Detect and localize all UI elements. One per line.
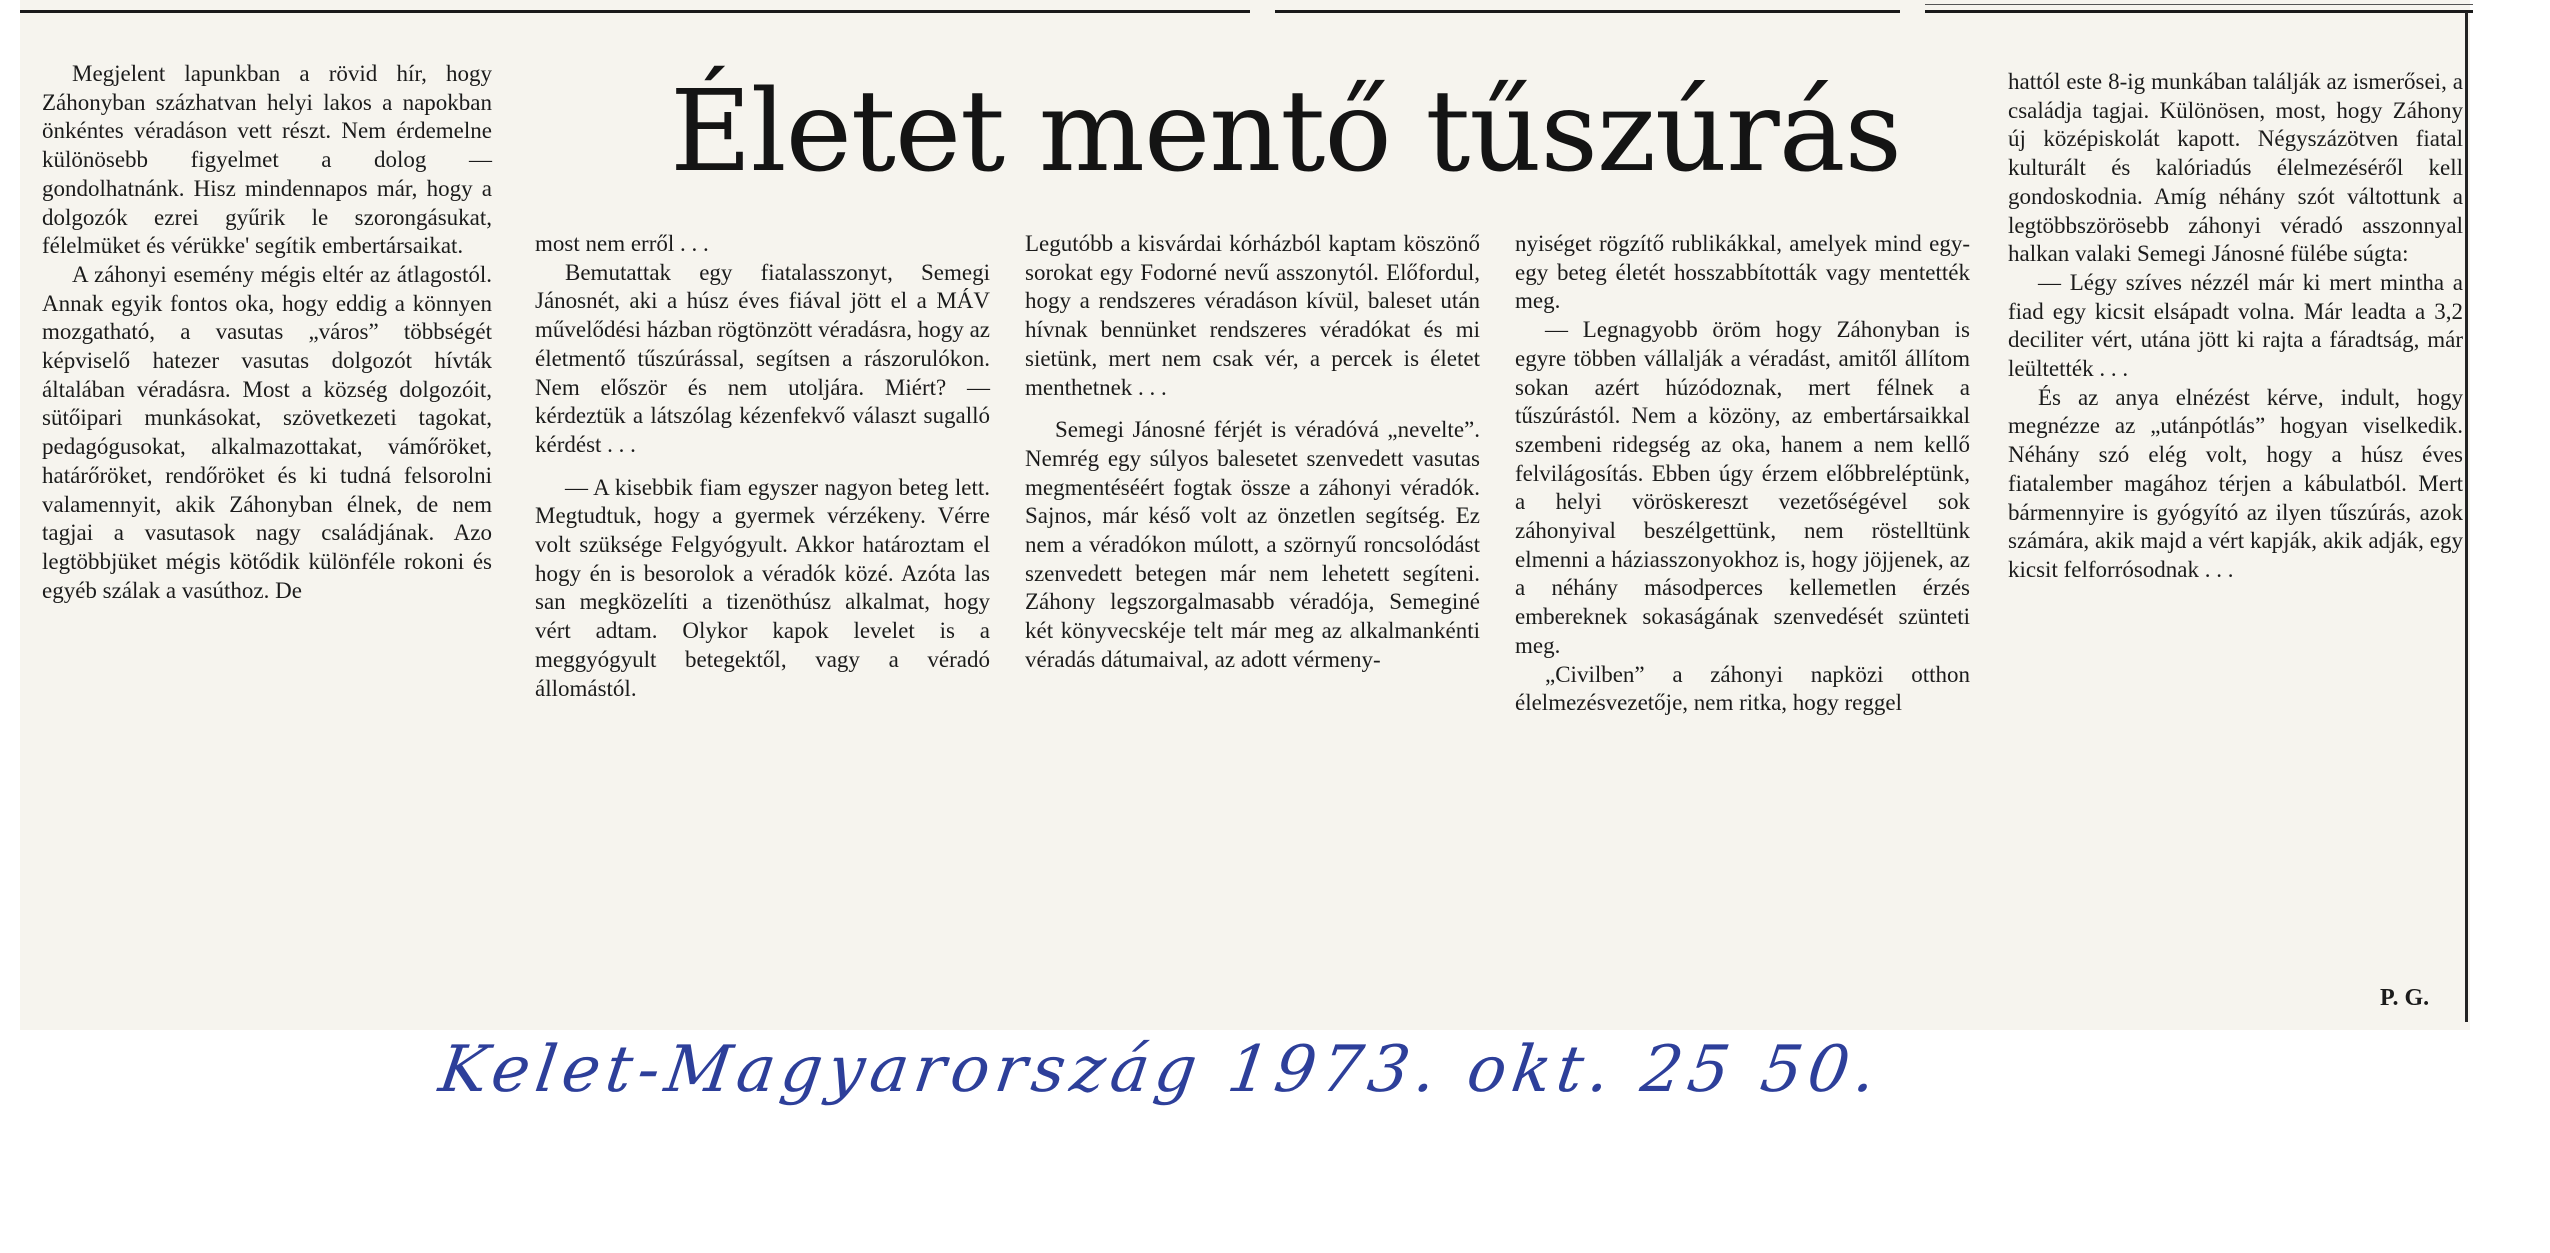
article-paragraph: most nem erről . . . <box>535 231 709 256</box>
article-paragraph: — Légy szíves nézzél már ki mert mintha a fiad egy kicsit elsápadt volna. Már leadta a 3,2 deciliter vért, utána jött ki rajta a fáradtság, már leültették . . . <box>2008 269 2463 382</box>
article-paragraph: Legutóbb a kisvárdai kórházból kaptam köszönő sorokat egy Fodorné nevű asszonytól. Előfordul, hogy a rendszeres véradáson kívül, baleset után hívnak bennünket rendszeres véradókat és mi sietünk, mert nem csak vér, a percek is életet menthetnek . . . <box>1025 231 1480 400</box>
article-paragraph: hattól este 8-ig munkában találják az ismerősei, a családja tagjai. Különösen, most, hogy Záhony új középiskolát kapott. Négyszázötven fiatal kulturált és kalóriadús élelmezéséről kell gondoskodnia. Amíg néhány szót váltottunk a legtöbbszörösebb záhonyi véradó asszonnyal halkan valaki Semegi Jánosné fülébe súgta: <box>2008 69 2463 267</box>
article-byline: P. G. <box>2380 985 2430 1011</box>
article-column-3 <box>1025 230 1480 675</box>
article-paragraph: — Legnagyobb öröm hogy Záhonyban is egyre többen vállalják a véradást, amitől állítom sokan azért húzódoznak, mert félnek a tűszúrástól. Nem a közöny, az embertársaikkal szembeni ridegség az oka, hanem a nem kellő felvilágosítás. Ebben úgy érzem előbbreléptünk, a helyi vöröskereszt vezetőségével sok záhonyival beszélgettünk, nem röstelltünk elmenni a háziasszonyokhoz is, hogy jöjjenek, az a néhány másodperces kellemetlen érzés embereknek sokaságának szenvedését szünteti meg. <box>1515 317 1970 658</box>
top-rule <box>20 10 1250 13</box>
article-paragraph: — A kisebbik fiam egyszer nagyon beteg lett. Megtudtuk, hogy a gyermek vérzékeny. Vérre volt szüksége Felgyógyult. Akkor határoztam el hogy én is besorolok a véradók közé. Azóta las san megközelíti a tizenöthúsz alkalmat, hogy vért adtam. Olykor kapok levelet is a meggyógyult betegektől, vagy a véradó állomástól. <box>535 474 990 701</box>
article-column-4 <box>1515 230 1970 718</box>
article-paragraph: És az anya elnézést kérve, indult, hogy megnézze az „utánpótlás” hogyan viselkedik. Néhány szó elég volt, hogy a húsz éves fiatalember magához térjen a kábulatból. Mert bármennyire is gyógyító az ilyen tűszúrás, azok számára, akik majd a vért kapják, akik adják, egy kicsit felforrósodnak . . . <box>2008 384 2463 582</box>
article-paragraph: Megjelent lapunkban a rövid hír, hogy Záhonyban százhatvan helyi lakos a napokban önkéntes véradáson vett részt. Nem érdemelne különösebb figyelmet a dolog — gondolhatnánk. Hisz mindennapos már, hogy a dolgozók ezrei gyűrik le szorongásukat, félelmüket és vérükke' segítik embertársaikat. <box>42 61 492 259</box>
handwritten-source-note: Kelet-Magyarország 1973. okt. 25 50. <box>434 1033 1887 1107</box>
article-paragraph: A záhonyi esemény mégis eltér az átlagostól. Annak egyik fontos oka, hogy eddig a könnyen mozgatható, a vasutas „város” többségét képviselő hatezer vasutas dolgozót hívták általában véradásra. Most a község dolgozóit, sütőipari munkásokat, szövetkezeti tagokat, pedagógusokat, alkalmazottakat, vámőröket, határőröket, rendőröket és ki tudná felsorolni valamennyit, akik Záhonyban élnek, de nem tagjai a vasutasok nagy családjának. Azo legtöbbjüket mégis kötődik különféle rokoni és egyéb szálak a vasúthoz. De <box>42 261 492 603</box>
article-paragraph: nyiséget rögzítő rublikákkal, amelyek mind egy-egy beteg életét hosszabbították vagy mentették meg. <box>1515 231 1970 314</box>
top-rule <box>1275 10 1900 13</box>
article-column-1 <box>42 60 492 605</box>
top-rule <box>1925 10 2473 13</box>
article-headline: Életet mentő tűszúrás <box>670 67 1901 197</box>
article-paragraph: Bemutattak egy fiatalasszonyt, Semegi Jánosnét, aki a húsz éves fiával jött el a MÁV művelődési házban rögtönzött véradásra, hogy az életmentő tűszúrással, segítsen a rászorulókon. Nem először és nem utoljára. Miért? — kérdeztük a látszólag kézenfekvő választ sugalló kérdést . . . <box>535 259 990 457</box>
article-paragraph: Semegi Jánosné férjét is véradóvá „nevelte”. Nemrég egy súlyos balesetet szenvedett vasutas megmentéséért fogtak össze a záhonyi véradók. Sajnos, már késő volt az önzetlen segítség. Ez nem a véradókon múlott, a szörnyű roncsolódást szenvedett betegen már nem lehetett segíteni. Záhony legszorgalmasabb véradója, Semeginé két könyvecskéje telt már meg az alkalmankénti véradás dátumaival, az adott vérmeny- <box>1025 417 1480 672</box>
article-paragraph: „Civilben” a záhonyi napközi otthon élelmezésvezetője, nem ritka, hogy reggel <box>1515 661 1970 716</box>
article-column-5 <box>2008 68 2463 585</box>
clipping-right-edge <box>2465 12 2468 1022</box>
top-rule-thin <box>1925 4 2473 5</box>
article-column-2 <box>535 230 990 703</box>
